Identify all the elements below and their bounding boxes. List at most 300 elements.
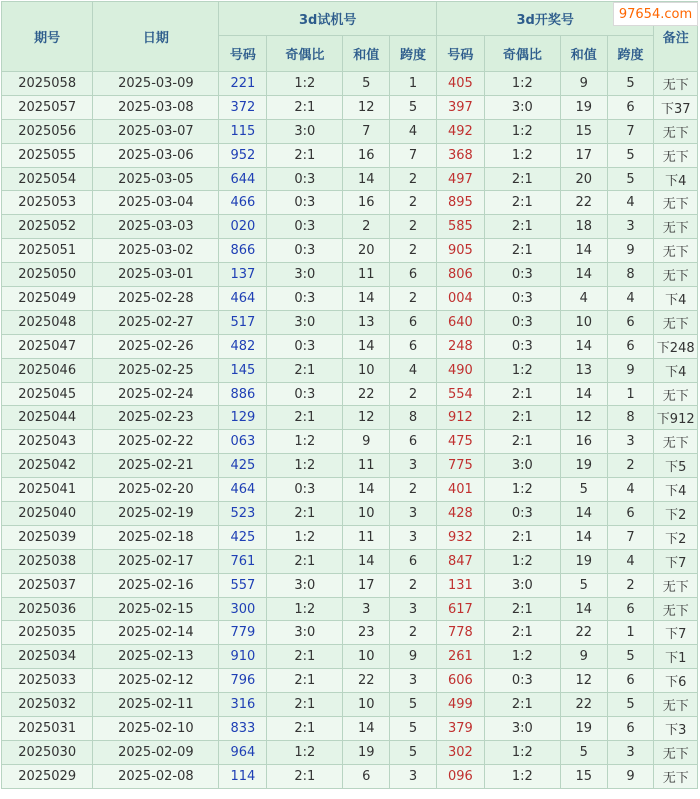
- site-watermark: 97654.com: [613, 2, 698, 26]
- trial-span-cell: 3: [390, 502, 437, 526]
- issue-cell: 2025052: [2, 215, 93, 239]
- draw-sum-cell: 16: [560, 430, 607, 454]
- issue-cell: 2025039: [2, 525, 93, 549]
- trial-number-cell: 145: [219, 358, 267, 382]
- trial-number-cell: 020: [219, 215, 267, 239]
- issue-cell: 2025035: [2, 621, 93, 645]
- date-cell: 2025-02-24: [93, 382, 219, 406]
- issue-cell: 2025054: [2, 167, 93, 191]
- draw-span-cell: 4: [607, 478, 654, 502]
- trial-span-cell: 2: [390, 167, 437, 191]
- trial-odd-even-cell: 3:0: [267, 621, 343, 645]
- date-cell: 2025-03-07: [93, 119, 219, 143]
- table-row: [2, 478, 698, 502]
- draw-sum-cell: 15: [560, 764, 607, 788]
- draw-sum-cell: 14: [560, 597, 607, 621]
- trial-number-cell: 886: [219, 382, 267, 406]
- draw-span-cell: 9: [607, 239, 654, 263]
- trial-odd-even-cell: 2:1: [267, 717, 343, 741]
- table-row: [2, 549, 698, 573]
- trial-number-cell: 425: [219, 454, 267, 478]
- draw-odd-even-cell: 0:3: [484, 287, 560, 311]
- trial-odd-even-cell: 0:3: [267, 382, 343, 406]
- draw-sum-cell: 12: [560, 406, 607, 430]
- trial-odd-even-cell: 3:0: [267, 119, 343, 143]
- draw-sum-cell: 4: [560, 287, 607, 311]
- draw-sum-cell: 14: [560, 525, 607, 549]
- table-row: [2, 454, 698, 478]
- draw-span-cell: 2: [607, 454, 654, 478]
- issue-cell: 2025033: [2, 669, 93, 693]
- draw-span-cell: 6: [607, 717, 654, 741]
- date-cell: 2025-02-08: [93, 764, 219, 788]
- draw-sum-cell: 14: [560, 239, 607, 263]
- issue-cell: 2025038: [2, 549, 93, 573]
- draw-odd-even-cell: 0:3: [484, 263, 560, 287]
- table-row: [2, 143, 698, 167]
- draw-span-cell: 5: [607, 72, 654, 96]
- remark-cell: 无下: [654, 430, 698, 454]
- trial-span-cell: 6: [390, 549, 437, 573]
- remark-cell: 无下: [654, 310, 698, 334]
- trial-odd-even-cell: 3:0: [267, 573, 343, 597]
- trial-sum-cell: 14: [343, 549, 390, 573]
- trial-span-cell: 7: [390, 143, 437, 167]
- issue-cell: 2025040: [2, 502, 93, 526]
- table-row: [2, 621, 698, 645]
- draw-span-cell: 3: [607, 740, 654, 764]
- draw-span-cell: 5: [607, 645, 654, 669]
- remark-cell: 下6: [654, 669, 698, 693]
- trial-number-cell: 796: [219, 669, 267, 693]
- date-cell: 2025-02-19: [93, 502, 219, 526]
- trial-span-cell: 8: [390, 406, 437, 430]
- trial-number-cell: 372: [219, 95, 267, 119]
- table-row: [2, 573, 698, 597]
- issue-cell: 2025030: [2, 740, 93, 764]
- trial-sum-cell: 14: [343, 334, 390, 358]
- trial-sum-cell: 16: [343, 191, 390, 215]
- issue-cell: 2025041: [2, 478, 93, 502]
- draw-number-cell: 778: [436, 621, 484, 645]
- trial-span-cell: 2: [390, 478, 437, 502]
- table-row: [2, 310, 698, 334]
- trial-span-cell: 6: [390, 430, 437, 454]
- draw-span-cell: 2: [607, 573, 654, 597]
- trial-number-cell: 464: [219, 478, 267, 502]
- draw-number-cell: 401: [436, 478, 484, 502]
- date-cell: 2025-02-18: [93, 525, 219, 549]
- draw-number-cell: 932: [436, 525, 484, 549]
- header-trial-group: 3d试机号: [219, 2, 436, 36]
- remark-cell: 下4: [654, 478, 698, 502]
- trial-span-cell: 3: [390, 525, 437, 549]
- draw-number-cell: 585: [436, 215, 484, 239]
- trial-number-cell: 115: [219, 119, 267, 143]
- draw-number-cell: 131: [436, 573, 484, 597]
- draw-number-cell: 302: [436, 740, 484, 764]
- trial-sum-cell: 20: [343, 239, 390, 263]
- trial-odd-even-cell: 2:1: [267, 549, 343, 573]
- draw-sum-cell: 22: [560, 191, 607, 215]
- trial-number-cell: 482: [219, 334, 267, 358]
- draw-number-cell: 640: [436, 310, 484, 334]
- trial-sum-cell: 3: [343, 597, 390, 621]
- trial-number-cell: 964: [219, 740, 267, 764]
- draw-number-cell: 497: [436, 167, 484, 191]
- trial-number-cell: 761: [219, 549, 267, 573]
- draw-span-cell: 9: [607, 358, 654, 382]
- draw-odd-even-cell: 1:2: [484, 478, 560, 502]
- trial-span-cell: 3: [390, 669, 437, 693]
- trial-span-cell: 6: [390, 334, 437, 358]
- trial-odd-even-cell: 2:1: [267, 669, 343, 693]
- header-trial-number: 号码: [219, 36, 267, 72]
- trial-number-cell: 833: [219, 717, 267, 741]
- trial-sum-cell: 23: [343, 621, 390, 645]
- trial-odd-even-cell: 2:1: [267, 502, 343, 526]
- trial-number-cell: 466: [219, 191, 267, 215]
- trial-span-cell: 2: [390, 215, 437, 239]
- trial-span-cell: 6: [390, 310, 437, 334]
- table-row: [2, 72, 698, 96]
- table-row: [2, 382, 698, 406]
- trial-number-cell: 114: [219, 764, 267, 788]
- issue-cell: 2025051: [2, 239, 93, 263]
- draw-odd-even-cell: 1:2: [484, 740, 560, 764]
- remark-cell: 无下: [654, 263, 698, 287]
- lottery-results-table: [1, 1, 698, 789]
- date-cell: 2025-03-02: [93, 239, 219, 263]
- draw-odd-even-cell: 2:1: [484, 621, 560, 645]
- trial-sum-cell: 17: [343, 573, 390, 597]
- trial-span-cell: 4: [390, 119, 437, 143]
- date-cell: 2025-02-20: [93, 478, 219, 502]
- table-row: [2, 287, 698, 311]
- table-row: [2, 693, 698, 717]
- table-body: [2, 72, 698, 789]
- trial-odd-even-cell: 0:3: [267, 239, 343, 263]
- issue-cell: 2025046: [2, 358, 93, 382]
- trial-number-cell: 063: [219, 430, 267, 454]
- trial-span-cell: 9: [390, 645, 437, 669]
- remark-cell: 下7: [654, 621, 698, 645]
- date-cell: 2025-02-13: [93, 645, 219, 669]
- remark-cell: 无下: [654, 143, 698, 167]
- trial-sum-cell: 14: [343, 287, 390, 311]
- draw-odd-even-cell: 0:3: [484, 502, 560, 526]
- draw-span-cell: 6: [607, 95, 654, 119]
- draw-number-cell: 261: [436, 645, 484, 669]
- trial-number-cell: 644: [219, 167, 267, 191]
- draw-number-cell: 004: [436, 287, 484, 311]
- trial-span-cell: 2: [390, 382, 437, 406]
- table-row: [2, 358, 698, 382]
- draw-odd-even-cell: 2:1: [484, 239, 560, 263]
- draw-number-cell: 499: [436, 693, 484, 717]
- trial-sum-cell: 9: [343, 430, 390, 454]
- trial-number-cell: 464: [219, 287, 267, 311]
- remark-cell: 下2: [654, 502, 698, 526]
- date-cell: 2025-02-27: [93, 310, 219, 334]
- draw-odd-even-cell: 3:0: [484, 717, 560, 741]
- draw-odd-even-cell: 0:3: [484, 310, 560, 334]
- trial-odd-even-cell: 0:3: [267, 191, 343, 215]
- draw-number-cell: 775: [436, 454, 484, 478]
- draw-odd-even-cell: 1:2: [484, 549, 560, 573]
- header-date: 日期: [93, 2, 219, 72]
- header-trial-sum: 和值: [343, 36, 390, 72]
- remark-cell: 下2: [654, 525, 698, 549]
- date-cell: 2025-02-16: [93, 573, 219, 597]
- trial-sum-cell: 10: [343, 502, 390, 526]
- trial-span-cell: 3: [390, 454, 437, 478]
- draw-span-cell: 3: [607, 215, 654, 239]
- trial-span-cell: 6: [390, 263, 437, 287]
- draw-span-cell: 7: [607, 525, 654, 549]
- table-row: [2, 215, 698, 239]
- table-row: [2, 717, 698, 741]
- draw-sum-cell: 22: [560, 693, 607, 717]
- table-row: [2, 525, 698, 549]
- header-draw-sum: 和值: [560, 36, 607, 72]
- remark-cell: 无下: [654, 573, 698, 597]
- trial-sum-cell: 13: [343, 310, 390, 334]
- date-cell: 2025-02-09: [93, 740, 219, 764]
- draw-odd-even-cell: 0:3: [484, 334, 560, 358]
- trial-number-cell: 517: [219, 310, 267, 334]
- draw-sum-cell: 19: [560, 95, 607, 119]
- draw-odd-even-cell: 3:0: [484, 454, 560, 478]
- header-trial-odd-even: 奇偶比: [267, 36, 343, 72]
- draw-odd-even-cell: 2:1: [484, 597, 560, 621]
- draw-span-cell: 1: [607, 382, 654, 406]
- draw-sum-cell: 19: [560, 717, 607, 741]
- draw-number-cell: 617: [436, 597, 484, 621]
- draw-odd-even-cell: 2:1: [484, 167, 560, 191]
- table-row: [2, 430, 698, 454]
- draw-odd-even-cell: 2:1: [484, 693, 560, 717]
- trial-odd-even-cell: 0:3: [267, 478, 343, 502]
- trial-odd-even-cell: 0:3: [267, 215, 343, 239]
- date-cell: 2025-02-12: [93, 669, 219, 693]
- draw-number-cell: 905: [436, 239, 484, 263]
- remark-cell: 下5: [654, 454, 698, 478]
- date-cell: 2025-02-10: [93, 717, 219, 741]
- trial-sum-cell: 2: [343, 215, 390, 239]
- trial-number-cell: 129: [219, 406, 267, 430]
- header-draw-group: 3d开奖号: [436, 2, 653, 36]
- draw-span-cell: 5: [607, 167, 654, 191]
- table-row: [2, 597, 698, 621]
- date-cell: 2025-02-11: [93, 693, 219, 717]
- trial-number-cell: 952: [219, 143, 267, 167]
- table-row: [2, 95, 698, 119]
- trial-sum-cell: 22: [343, 382, 390, 406]
- header-draw-odd-even: 奇偶比: [484, 36, 560, 72]
- draw-sum-cell: 9: [560, 72, 607, 96]
- table-row: [2, 502, 698, 526]
- trial-odd-even-cell: 2:1: [267, 143, 343, 167]
- trial-number-cell: 866: [219, 239, 267, 263]
- trial-odd-even-cell: 1:2: [267, 525, 343, 549]
- trial-sum-cell: 22: [343, 669, 390, 693]
- issue-cell: 2025048: [2, 310, 93, 334]
- trial-span-cell: 2: [390, 239, 437, 263]
- draw-number-cell: 912: [436, 406, 484, 430]
- trial-odd-even-cell: 1:2: [267, 72, 343, 96]
- trial-odd-even-cell: 2:1: [267, 764, 343, 788]
- trial-odd-even-cell: 0:3: [267, 167, 343, 191]
- draw-span-cell: 8: [607, 263, 654, 287]
- trial-odd-even-cell: 3:0: [267, 263, 343, 287]
- trial-sum-cell: 11: [343, 454, 390, 478]
- trial-span-cell: 2: [390, 287, 437, 311]
- draw-number-cell: 379: [436, 717, 484, 741]
- draw-odd-even-cell: 1:2: [484, 119, 560, 143]
- table-row: [2, 191, 698, 215]
- draw-sum-cell: 9: [560, 645, 607, 669]
- draw-span-cell: 5: [607, 143, 654, 167]
- trial-odd-even-cell: 2:1: [267, 95, 343, 119]
- trial-number-cell: 523: [219, 502, 267, 526]
- trial-number-cell: 425: [219, 525, 267, 549]
- issue-cell: 2025036: [2, 597, 93, 621]
- remark-cell: 下1: [654, 645, 698, 669]
- issue-cell: 2025045: [2, 382, 93, 406]
- draw-number-cell: 606: [436, 669, 484, 693]
- trial-odd-even-cell: 2:1: [267, 406, 343, 430]
- draw-sum-cell: 5: [560, 478, 607, 502]
- trial-sum-cell: 12: [343, 406, 390, 430]
- remark-cell: 无下: [654, 215, 698, 239]
- draw-odd-even-cell: 1:2: [484, 764, 560, 788]
- table-row: [2, 334, 698, 358]
- header-issue: 期号: [2, 2, 93, 72]
- table-row: [2, 119, 698, 143]
- draw-span-cell: 8: [607, 406, 654, 430]
- date-cell: 2025-03-06: [93, 143, 219, 167]
- trial-number-cell: 557: [219, 573, 267, 597]
- draw-number-cell: 428: [436, 502, 484, 526]
- header-trial-span: 跨度: [390, 36, 437, 72]
- table-row: [2, 406, 698, 430]
- draw-number-cell: 248: [436, 334, 484, 358]
- trial-number-cell: 300: [219, 597, 267, 621]
- draw-span-cell: 5: [607, 693, 654, 717]
- draw-odd-even-cell: 2:1: [484, 430, 560, 454]
- date-cell: 2025-02-22: [93, 430, 219, 454]
- trial-span-cell: 1: [390, 72, 437, 96]
- date-cell: 2025-03-03: [93, 215, 219, 239]
- draw-odd-even-cell: 0:3: [484, 669, 560, 693]
- remark-cell: 无下: [654, 239, 698, 263]
- trial-odd-even-cell: 1:2: [267, 454, 343, 478]
- issue-cell: 2025032: [2, 693, 93, 717]
- draw-sum-cell: 5: [560, 573, 607, 597]
- draw-span-cell: 1: [607, 621, 654, 645]
- trial-sum-cell: 14: [343, 478, 390, 502]
- trial-sum-cell: 12: [343, 95, 390, 119]
- table-row: [2, 239, 698, 263]
- trial-odd-even-cell: 2:1: [267, 358, 343, 382]
- trial-span-cell: 5: [390, 717, 437, 741]
- remark-cell: 无下: [654, 597, 698, 621]
- draw-span-cell: 6: [607, 597, 654, 621]
- trial-sum-cell: 11: [343, 263, 390, 287]
- date-cell: 2025-02-23: [93, 406, 219, 430]
- remark-cell: 下4: [654, 358, 698, 382]
- issue-cell: 2025037: [2, 573, 93, 597]
- draw-sum-cell: 14: [560, 263, 607, 287]
- date-cell: 2025-03-04: [93, 191, 219, 215]
- trial-sum-cell: 11: [343, 525, 390, 549]
- remark-cell: 下7: [654, 549, 698, 573]
- trial-number-cell: 779: [219, 621, 267, 645]
- date-cell: 2025-03-09: [93, 72, 219, 96]
- trial-span-cell: 3: [390, 597, 437, 621]
- trial-odd-even-cell: 1:2: [267, 740, 343, 764]
- draw-sum-cell: 20: [560, 167, 607, 191]
- trial-sum-cell: 19: [343, 740, 390, 764]
- trial-number-cell: 316: [219, 693, 267, 717]
- draw-span-cell: 6: [607, 310, 654, 334]
- draw-sum-cell: 15: [560, 119, 607, 143]
- draw-sum-cell: 22: [560, 621, 607, 645]
- trial-odd-even-cell: 1:2: [267, 597, 343, 621]
- trial-sum-cell: 14: [343, 167, 390, 191]
- draw-number-cell: 490: [436, 358, 484, 382]
- draw-sum-cell: 14: [560, 502, 607, 526]
- trial-odd-even-cell: 0:3: [267, 334, 343, 358]
- draw-span-cell: 9: [607, 764, 654, 788]
- draw-span-cell: 3: [607, 430, 654, 454]
- trial-span-cell: 5: [390, 740, 437, 764]
- table-row: [2, 167, 698, 191]
- table-row: [2, 669, 698, 693]
- trial-span-cell: 2: [390, 573, 437, 597]
- trial-span-cell: 2: [390, 191, 437, 215]
- trial-span-cell: 4: [390, 358, 437, 382]
- issue-cell: 2025029: [2, 764, 93, 788]
- trial-sum-cell: 10: [343, 693, 390, 717]
- trial-span-cell: 3: [390, 764, 437, 788]
- issue-cell: 2025057: [2, 95, 93, 119]
- draw-sum-cell: 10: [560, 310, 607, 334]
- draw-sum-cell: 14: [560, 382, 607, 406]
- draw-sum-cell: 17: [560, 143, 607, 167]
- trial-span-cell: 5: [390, 95, 437, 119]
- date-cell: 2025-02-14: [93, 621, 219, 645]
- issue-cell: 2025050: [2, 263, 93, 287]
- date-cell: 2025-02-21: [93, 454, 219, 478]
- issue-cell: 2025043: [2, 430, 93, 454]
- draw-sum-cell: 5: [560, 740, 607, 764]
- trial-number-cell: 910: [219, 645, 267, 669]
- remark-cell: 无下: [654, 382, 698, 406]
- draw-span-cell: 7: [607, 119, 654, 143]
- draw-odd-even-cell: 3:0: [484, 573, 560, 597]
- draw-sum-cell: 12: [560, 669, 607, 693]
- draw-odd-even-cell: 2:1: [484, 525, 560, 549]
- table-row: [2, 764, 698, 788]
- draw-number-cell: 895: [436, 191, 484, 215]
- issue-cell: 2025056: [2, 119, 93, 143]
- issue-cell: 2025031: [2, 717, 93, 741]
- trial-odd-even-cell: 0:3: [267, 287, 343, 311]
- remark-cell: 下248: [654, 334, 698, 358]
- header-draw-span: 跨度: [607, 36, 654, 72]
